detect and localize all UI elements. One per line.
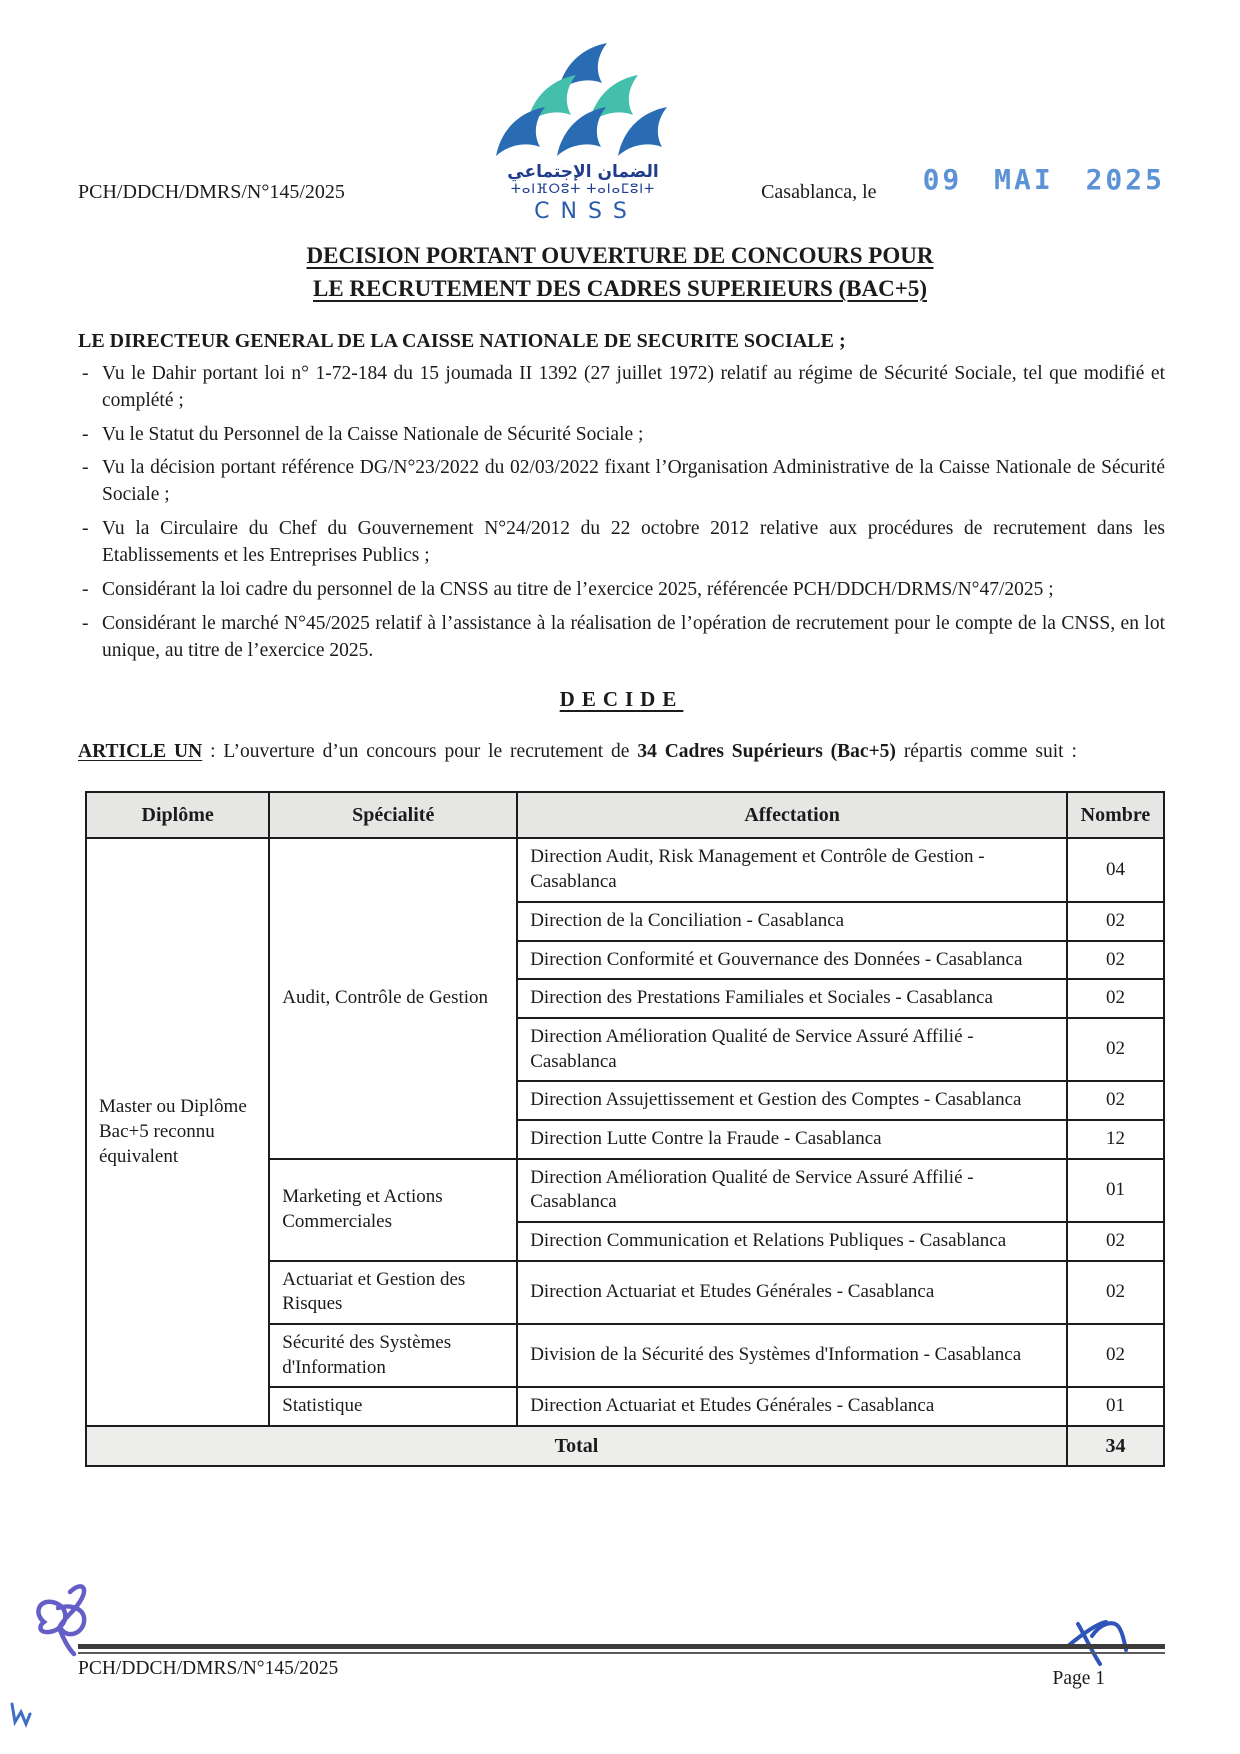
nombre-cell: 02 [1067, 1261, 1164, 1324]
logo-tifinagh-text: ⵜⴰⵏⴼⵔⵓⵜ ⵜⴰⵏⴰⵎⵓⵏⵜ [510, 182, 656, 198]
footer-rule-thin [78, 1652, 1165, 1654]
affectation-cell: Division de la Sécurité des Systèmes d'Information - Casablanca [517, 1324, 1067, 1387]
affectation-cell: Direction Conformité et Gouvernance des Données - Casablanca [517, 941, 1067, 980]
page-footer [0, 1644, 1240, 1754]
affectation-cell: Direction Communication et Relations Publiques - Casablanca [517, 1222, 1067, 1261]
article-label: ARTICLE UN [78, 740, 203, 762]
document-reference: PCH/DDCH/DMRS/N°145/2025 [78, 181, 345, 203]
date-stamp: 09 MAI 2025 [922, 163, 1165, 196]
affectation-cell: Direction Lutte Contre la Fraude - Casablanca [517, 1120, 1067, 1159]
nombre-cell: 02 [1067, 902, 1164, 941]
footer-reference: PCH/DDCH/DMRS/N°145/2025 [78, 1658, 339, 1679]
clause-item [78, 361, 1165, 415]
specialite-cell: Marketing et Actions Commerciales [269, 1159, 517, 1261]
clause-dash: - [82, 579, 89, 601]
footer-rule-thick [78, 1644, 1165, 1649]
clause-dash: - [82, 423, 89, 445]
clause-text: Vu la décision portant référence DG/N°23/2022 du 02/03/2022 fixant l’Organisation Administrative de la Caisse Nationale de Sécurité Sociale ; [102, 457, 1165, 506]
specialite-cell: Actuariat et Gestion des Risques [269, 1261, 517, 1324]
total-label-cell: Total [86, 1426, 1067, 1466]
specialite-cell: Statistique [269, 1387, 517, 1426]
footer-page-number: Page 1 [1052, 1668, 1105, 1689]
col-header-diplome: Diplôme [86, 792, 269, 838]
affectation-cell: Direction Amélioration Qualité de Service Assuré Affilié - Casablanca [517, 1018, 1067, 1081]
nombre-cell: 02 [1067, 1018, 1164, 1081]
footer-rule [78, 1644, 1165, 1654]
cnss-logo-fins-icon [492, 42, 674, 160]
clause-text: Considérant le marché N°45/2025 relatif à l’assistance à la réalisation de l’opération de recrutement pour le compte de la CNSS, en lot unique, au titre de l’exercice 2025. [102, 612, 1165, 661]
decide-heading [78, 687, 1165, 712]
clause-item [78, 577, 1165, 604]
place-label: Casablanca, le [761, 181, 877, 203]
affectation-cell: Direction des Prestations Familiales et Sociales - Casablanca [517, 979, 1067, 1018]
document-title [0, 239, 1240, 306]
specialite-cell: Audit, Contrôle de Gestion [269, 838, 517, 1158]
table-row [86, 838, 1164, 901]
article-bold-text: 34 Cadres Supérieurs (Bac+5) [637, 740, 896, 762]
table-total-row [86, 1426, 1164, 1466]
clause-text: Vu le Statut du Personnel de la Caisse Nationale de Sécurité Sociale ; [102, 423, 644, 445]
footer-text-row [78, 1658, 1165, 1690]
table-header-row [86, 792, 1164, 838]
clause-item [78, 422, 1165, 449]
col-header-affectation: Affectation [517, 792, 1067, 838]
affectation-cell: Direction Audit, Risk Management et Contrôle de Gestion - Casablanca [517, 838, 1067, 901]
clause-item [78, 516, 1165, 570]
affectation-cell: Direction Actuariat et Etudes Générales - Casablanca [517, 1261, 1067, 1324]
clause-text: Considérant la loi cadre du personnel de la CNSS au titre de l’exercice 2025, référencée PCH/DDCH/DRMS/N°47/2025 ; [102, 579, 1054, 601]
title-line-1: DECISION PORTANT OUVERTURE DE CONCOURS POUR [306, 243, 934, 268]
recruitment-table [85, 791, 1165, 1467]
nombre-cell: 12 [1067, 1120, 1164, 1159]
nombre-cell: 02 [1067, 1081, 1164, 1120]
decide-heading-text: DECIDE [559, 686, 684, 711]
clause-text: Vu la Circulaire du Chef du Gouvernement N°24/2012 du 22 octobre 2012 relative aux procédures de recrutement dans les Etablissements et les Entreprises Publics ; [102, 518, 1165, 567]
clause-text: Vu le Dahir portant loi n° 1-72-184 du 15 joumada II 1392 (27 juillet 1972) relatif au régime de Sécurité Sociale, tel que modifié et complété ; [102, 362, 1165, 411]
intro-heading: LE DIRECTEUR GENERAL DE LA CAISSE NATIONALE DE SECURITE SOCIALE ; [78, 329, 846, 352]
col-header-specialite: Spécialité [269, 792, 517, 838]
nombre-cell: 04 [1067, 838, 1164, 901]
clause-item [78, 611, 1165, 665]
nombre-cell: 02 [1067, 1324, 1164, 1387]
affectation-cell: Direction Assujettissement et Gestion des Comptes - Casablanca [517, 1081, 1067, 1120]
nombre-cell: 01 [1067, 1159, 1164, 1222]
total-value-cell: 34 [1067, 1426, 1164, 1466]
article-mid-text: : L’ouverture d’un concours pour le recrutement de [202, 740, 638, 762]
place-date-group [761, 163, 1165, 205]
title-line-2: LE RECRUTEMENT DES CADRES SUPERIEURS (BAC+5) [313, 276, 927, 302]
clause-dash: - [82, 457, 89, 479]
nombre-cell: 01 [1067, 1387, 1164, 1426]
specialite-cell: Sécurité des Systèmes d'Information [269, 1324, 517, 1387]
document-body [0, 330, 1240, 1467]
nombre-cell: 02 [1067, 941, 1164, 980]
clause-dash: - [82, 612, 89, 634]
clause-item [78, 455, 1165, 509]
clause-dash: - [82, 518, 89, 540]
diplome-cell: Master ou Diplôme Bac+5 reconnu équivalent [86, 838, 269, 1426]
cnss-logo [488, 42, 678, 224]
nombre-cell: 02 [1067, 1222, 1164, 1261]
article-one-paragraph [78, 738, 1165, 766]
clause-dash: - [82, 362, 89, 384]
affectation-cell: Direction Amélioration Qualité de Service Assuré Affilié - Casablanca [517, 1159, 1067, 1222]
nombre-cell: 02 [1067, 979, 1164, 1018]
logo-arabic-text: الضمان الإجتماعي [507, 162, 659, 182]
article-tail-text: répartis comme suit : [895, 740, 1077, 762]
affectation-cell: Direction Actuariat et Etudes Générales - Casablanca [517, 1387, 1067, 1426]
logo-latin-text: CNSS [534, 198, 638, 224]
col-header-nombre: Nombre [1067, 792, 1164, 838]
affectation-cell: Direction de la Conciliation - Casablanca [517, 902, 1067, 941]
